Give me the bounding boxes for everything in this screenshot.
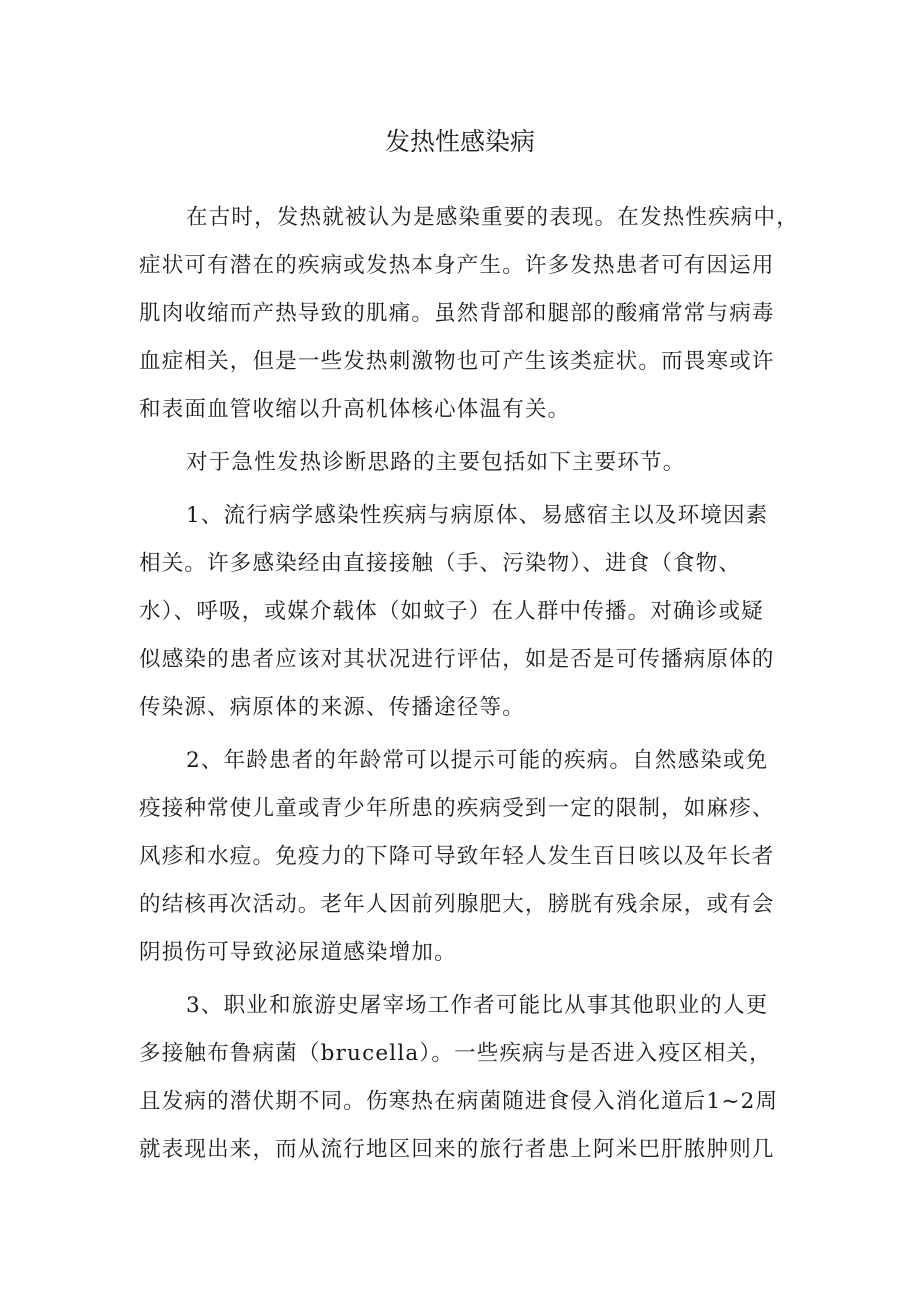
- paragraph-line: 血症相关，但是一些发热刺激物也可产生该类症状。而畏寒或许: [139, 349, 775, 374]
- paragraph-line: 风疹和水痘。免疫力的下降可导致年轻人发生百日咳以及年长者: [139, 844, 775, 869]
- paragraph-line: 在古时，发热就被认为是感染重要的表现。在发热性疾病中，: [186, 205, 799, 230]
- paragraph-line: 且发病的潜伏期不同。伤寒热在病菌随进食侵入消化道后1~2周: [139, 1089, 779, 1114]
- paragraph-diagnosis: [139, 444, 787, 492]
- paragraph-line: 疫接种常使儿童或青少年所患的疾病受到一定的限制，如麻疹、: [139, 796, 775, 821]
- paragraph-line: 对于急性发热诊断思路的主要包括如下主要环节。: [186, 450, 686, 475]
- paragraph-line: 和表面血管收缩以升高机体核心体温有关。: [139, 397, 571, 422]
- paragraph-intro: [139, 199, 799, 439]
- paragraph-line: 3、职业和旅游史屠宰场工作者可能比从事其他职业的人更: [186, 993, 769, 1018]
- paragraph-line: 肌肉收缩而产热导致的肌痛。虽然背部和腿部的酸痛常常与病毒: [139, 301, 775, 326]
- paragraph-line: 阴损伤可导致泌尿道感染增加。: [139, 940, 457, 965]
- paragraph-line: 多接触布鲁病菌（brucella）。一些疾病与是否进入疫区相关，: [139, 1041, 772, 1066]
- paragraph-occupation-travel: [139, 987, 787, 1179]
- paragraph-line: 似感染的患者应该对其状况进行评估，如是否是可传播病原体的: [139, 647, 775, 672]
- paragraph-line: 的结核再次活动。老年人因前列腺肥大，膀胱有残余尿，或有会: [139, 892, 775, 917]
- paragraph-line: 2、年龄患者的年龄常可以提示可能的疾病。自然感染或免: [186, 748, 769, 773]
- paragraph-line: 1、流行病学感染性疾病与病原体、易感宿主以及环境因素: [186, 503, 769, 528]
- document-title: 发热性感染病: [384, 127, 535, 156]
- paragraph-line: 相关。许多感染经由直接接触（手、污染物）、进食（食物、: [139, 551, 742, 576]
- paragraph-line: 症状可有潜在的疾病或发热本身产生。许多发热患者可有因运用: [139, 253, 775, 278]
- paragraph-line: 就表现出来，而从流行地区回来的旅行者患上阿米巴肝脓肿则几: [139, 1137, 775, 1162]
- paragraph-age: [139, 742, 787, 982]
- paragraph-line: 传染源、病原体的来源、传播途径等。: [139, 695, 525, 720]
- paragraph-line: 水）、呼吸，或媒介载体（如蚊子）在人群中传播。对确诊或疑: [139, 599, 764, 624]
- paragraph-epidemiology: [139, 497, 787, 737]
- document-body: [139, 199, 799, 1184]
